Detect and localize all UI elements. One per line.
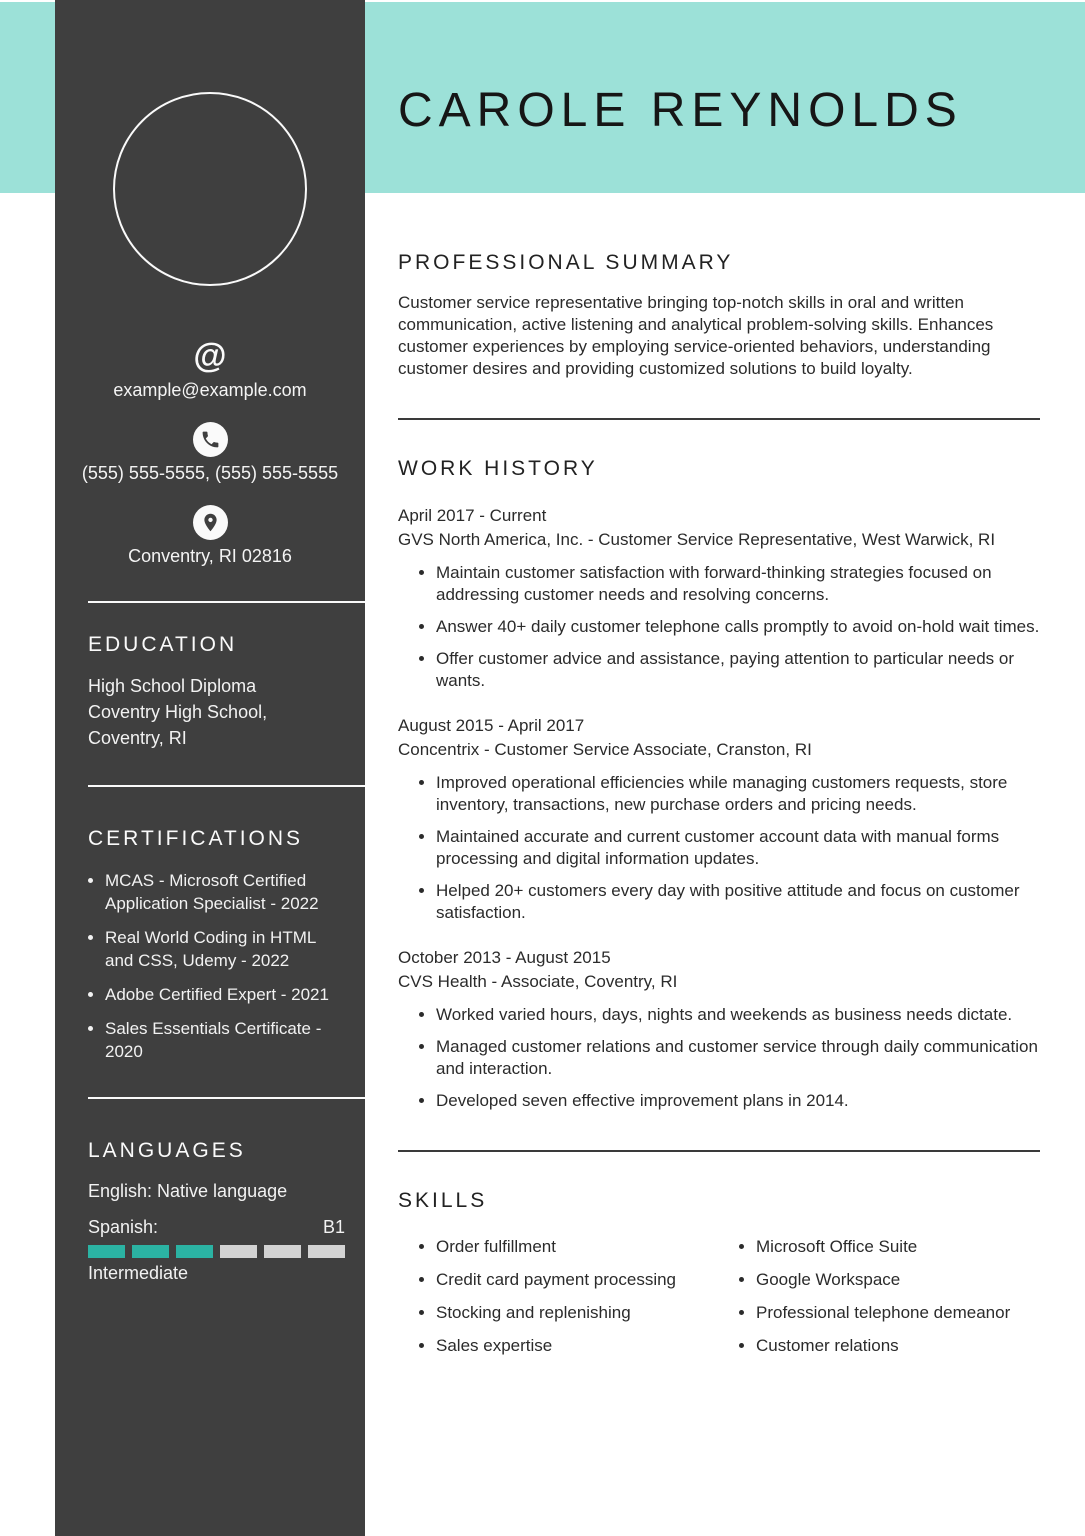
skills-list: [398, 1236, 718, 1357]
job-bullet: • Maintain customer satisfaction with forward-thinking strategies focused on addressing customer needs and resolving concerns.: [436, 562, 1040, 606]
language-spanish-label: Spanish:: [88, 1217, 159, 1237]
job-company-line: CVS Health - Associate, Coventry, RI: [398, 972, 678, 991]
professional-summary-section: [398, 250, 1040, 380]
language-bar-segment: [132, 1245, 169, 1258]
job-bullet: • Offer customer advice and assistance, paying attention to particular needs or wants.: [436, 648, 1040, 692]
work-history-section: [398, 456, 1040, 1112]
contact-email: [55, 336, 365, 401]
skills-column-right: [718, 1226, 1038, 1368]
skills-section: [398, 1188, 1040, 1368]
language-bar-segment: [308, 1245, 345, 1258]
job-bullet-list: [398, 562, 1040, 692]
certifications-heading: CERTIFICATIONS: [88, 827, 304, 850]
phone-icon: [193, 422, 228, 457]
certification-item: • Sales Essentials Certificate - 2020: [105, 1017, 340, 1063]
language-spanish-level: B1: [322, 1217, 345, 1237]
job-bullet: • Answer 40+ daily customer telephone calls promptly to avoid on-hold wait times.: [436, 616, 1040, 638]
job-entry: [398, 714, 1040, 924]
location-text: Conventry, RI 02816: [128, 546, 292, 566]
job-bullet-list: [398, 772, 1040, 924]
candidate-name: CAROLE REYNOLDS: [398, 84, 963, 137]
language-spanish-descriptor: Intermediate: [88, 1263, 189, 1283]
job-bullet: • Improved operational efficiencies while managing customers requests, store inventory, transactions, new purchase orders and pricing needs.: [436, 772, 1040, 816]
education-section: [55, 633, 365, 751]
job-dates: August 2015 - April 2017: [398, 716, 585, 735]
job-company-line: GVS North America, Inc. - Customer Service Representative, West Warwick, RI: [398, 530, 996, 549]
language-bar-segment: [176, 1245, 213, 1258]
work-history-heading: WORK HISTORY: [398, 457, 598, 480]
profile-photo-placeholder: [113, 92, 307, 286]
contact-phone: [55, 419, 365, 484]
education-school: Coventry High School,: [88, 702, 268, 722]
section-divider: [398, 418, 1040, 420]
job-company-line: Concentrix - Customer Service Associate, Cranston, RI: [398, 740, 812, 759]
certification-item: • MCAS - Microsoft Certified Application Specialist - 2022: [105, 869, 340, 915]
language-proficiency-bar: [88, 1245, 345, 1258]
skill-item: • Sales expertise: [436, 1335, 718, 1357]
certifications-list: [88, 869, 340, 1063]
job-bullet: • Developed seven effective improvement plans in 2014.: [436, 1090, 1040, 1112]
skill-item: • Stocking and replenishing: [436, 1302, 718, 1324]
professional-summary-heading: PROFESSIONAL SUMMARY: [398, 251, 734, 274]
language-spanish-row: [88, 1215, 345, 1239]
skills-column-left: [398, 1226, 718, 1368]
job-dates: April 2017 - Current: [398, 506, 547, 525]
contact-block: [55, 336, 365, 567]
location-pin-icon: [193, 505, 228, 540]
sidebar-divider: [88, 601, 365, 603]
email-text: example@example.com: [113, 380, 307, 400]
skill-item: • Credit card payment processing: [436, 1269, 718, 1291]
skill-item: • Order fulfillment: [436, 1236, 718, 1258]
job-bullet: • Worked varied hours, days, nights and weekends as business needs dictate.: [436, 1004, 1040, 1026]
language-bar-segment: [264, 1245, 301, 1258]
sidebar: [55, 0, 365, 1536]
education-heading: EDUCATION: [88, 633, 238, 656]
education-location: Coventry, RI: [88, 728, 187, 748]
education-degree: High School Diploma: [88, 676, 257, 696]
languages-section: [55, 1139, 365, 1284]
skill-item: • Customer relations: [756, 1335, 1038, 1357]
job-bullet: • Helped 20+ customers every day with positive attitude and focus on customer satisfaction.: [436, 880, 1040, 924]
job-bullet: • Managed customer relations and customer service through daily communication and interaction.: [436, 1036, 1040, 1080]
sidebar-divider: [88, 785, 365, 787]
education-details: [88, 673, 340, 751]
job-bullet-list: [398, 1004, 1040, 1112]
certifications-section: [55, 827, 365, 1063]
skills-list: [718, 1236, 1038, 1357]
certification-item: • Adobe Certified Expert - 2021: [105, 983, 340, 1006]
main-column: [398, 0, 1040, 1368]
phone-text: (555) 555-5555, (555) 555-5555: [81, 463, 339, 483]
language-english: English: Native language: [88, 1181, 288, 1201]
job-entry: [398, 946, 1040, 1112]
languages-heading: LANGUAGES: [88, 1139, 246, 1162]
professional-summary-text: Customer service representative bringing top-notch skills in oral and written communication, active listening and analytical problem-solving skills. Enhances customer experiences by employing service-oriented behaviors, understanding customer desires and providing customized solutions to build loyalty.: [398, 293, 994, 378]
skill-item: • Google Workspace: [756, 1269, 1038, 1291]
job-dates: October 2013 - August 2015: [398, 948, 611, 967]
language-bar-segment: [220, 1245, 257, 1258]
job-entry: [398, 504, 1040, 692]
skills-heading: SKILLS: [398, 1189, 488, 1212]
skill-item: • Professional telephone demeanor: [756, 1302, 1038, 1324]
skill-item: • Microsoft Office Suite: [756, 1236, 1038, 1258]
contact-location: [55, 502, 365, 567]
job-bullet: • Maintained accurate and current customer account data with manual forms processing and digital information updates.: [436, 826, 1040, 870]
language-bar-segment: [88, 1245, 125, 1258]
section-divider: [398, 1150, 1040, 1152]
sidebar-divider: [88, 1097, 365, 1099]
certification-item: • Real World Coding in HTML and CSS, Udemy - 2022: [105, 926, 340, 972]
email-icon: @: [193, 337, 227, 375]
